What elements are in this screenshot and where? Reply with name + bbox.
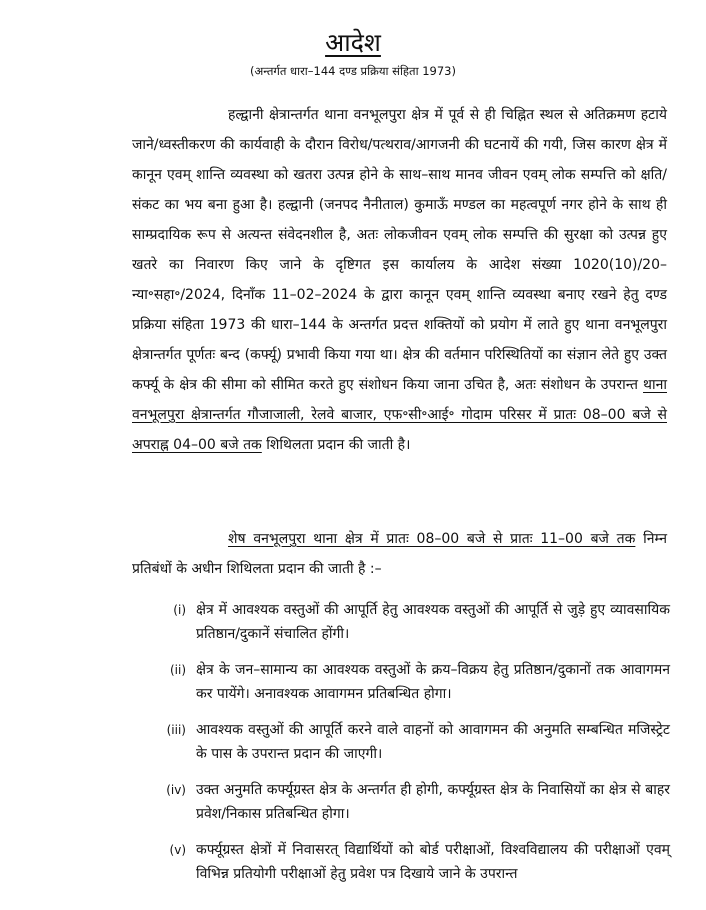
title-text: आदेश	[325, 28, 381, 57]
item-number: (i)	[173, 603, 186, 617]
remaining-area-underlined: शेष वनभूलपुरा थाना क्षेत्र में प्रातः 08–00 बजे से प्रातः 11–00 बजे तक	[228, 531, 636, 547]
item-text: उक्त अनुमति कर्फ्यूग्रस्त क्षेत्र के अन्तर्गत ही होगी, कर्फ्यूग्रस्त क्षेत्र के निवासियों का क्षेत्र से बाहर प्रवेश/निकास प्रतिबन्धित होगा।	[196, 782, 670, 822]
paragraph-2-text: निम्न प्रतिबंधों के अधीन शिथिलता प्रदान की जाती है :–	[132, 531, 667, 577]
relaxation-area-underlined: थाना वनभूलपुरा क्षेत्रान्तर्गत गौजाजाली, रेलवे बाजार, एफ॰सी॰आई॰ गोदाम परिसर में प्रातः 08–00 बजे से अपराह्न 04–00 बजे तक	[132, 377, 667, 453]
item-text: क्षेत्र के जन–सामान्य का आवश्यक वस्तुओं के क्रय–विक्रय हेतु प्रतिष्ठान/दुकानों तक आवागमन कर पायेंगे। अनावश्यक आवागमन प्रतिबन्धित होगा।	[196, 662, 670, 702]
item-number: (ii)	[169, 663, 186, 677]
document-subtitle: (अन्तर्गत धारा–144 दण्ड प्रक्रिया संहिता 1973)	[250, 64, 456, 78]
item-text: कर्फ्यूग्रस्त क्षेत्रों में निवासरत् विद्यार्थियों को बोर्ड परीक्षाओं, विश्वविद्यालय की परीक्षाओं एवम् विभिन्न प्रतियोगी परीक्षाओं हेतु प्रवेश पत्र दिखाये जाने के उपरान्त	[196, 842, 670, 882]
item-number: (iv)	[166, 783, 186, 797]
list-item	[160, 778, 670, 826]
item-number: (v)	[169, 843, 186, 857]
list-item	[160, 838, 670, 886]
item-text: क्षेत्र में आवश्यक वस्तुओं की आपूर्ति हेतु आवश्यक वस्तुओं की आपूर्ति से जुड़े हुए व्यावसायिक प्रतिष्ठान/दुकानें संचालित होंगी।	[196, 602, 670, 642]
list-item	[160, 658, 670, 706]
item-number: (iii)	[166, 723, 186, 737]
list-item	[160, 718, 670, 766]
paragraph-1-ending: शिथिलता प्रदान की जाती है।	[261, 437, 411, 453]
order-paragraph-1	[132, 100, 667, 460]
restrictions-list	[160, 598, 670, 898]
order-paragraph-2	[132, 524, 667, 584]
document-title	[0, 28, 706, 58]
item-text: आवश्यक वस्तुओं की आपूर्ति करने वाले वाहनों को आवागमन की अनुमति सम्बन्धित मजिस्ट्रेट के पास के उपरान्त प्रदान की जाएगी।	[196, 722, 670, 762]
list-item	[160, 598, 670, 646]
paragraph-1-text: हल्द्वानी क्षेत्रान्तर्गत थाना वनभूलपुरा क्षेत्र में पूर्व से ही चिह्नित स्थल से अतिक्रमण हटाये जाने/ध्वस्तीकरण की कार्यवाही के दौरान विरोध/पत्थराव/आगजनी की घटनायें की गयी, जिस कारण क्षेत्र में कानून एवम् शान्ति व्यवस्था को खतरा उत्पन्न होने के साथ–साथ मानव जीवन एवम् लोक सम्पत्ति को क्षति/संकट का भय बना हुआ है। हल्द्वानी (जनपद नैनीताल) कुमाऊँ मण्डल का महत्वपूर्ण नगर होने के साथ ही साम्प्रदायिक रूप से अत्यन्त संवेदनशील है, अतः लोकजीवन एवम् लोक सम्पत्ति की सुरक्षा को उत्पन्न हुए खतरे का निवारण किए जाने के दृष्टिगत इस कार्यालय के आदेश संख्या 1020(10)/20–न्या॰सहा॰/2024, दिनाँक 11–02–2024 के द्वारा कानून एवम् शान्ति व्यवस्था बनाए रखने हेतु दण्ड प्रक्रिया संहिता 1973 की धारा–144 के अन्तर्गत प्रदत्त शक्तियों को प्रयोग में लाते हुए थाना वनभूलपुरा क्षेत्रान्तर्गत पूर्णतः बन्द (कर्फ्यू) प्रभावी किया गया था। क्षेत्र की वर्तमान परिस्थितियों का संज्ञान लेते हुए उक्त कर्फ्यू के क्षेत्र की सीमा को सीमित करते हुए संशोधन किया जाना उचित है, अतः संशोधन के उपरान्त	[132, 107, 667, 393]
